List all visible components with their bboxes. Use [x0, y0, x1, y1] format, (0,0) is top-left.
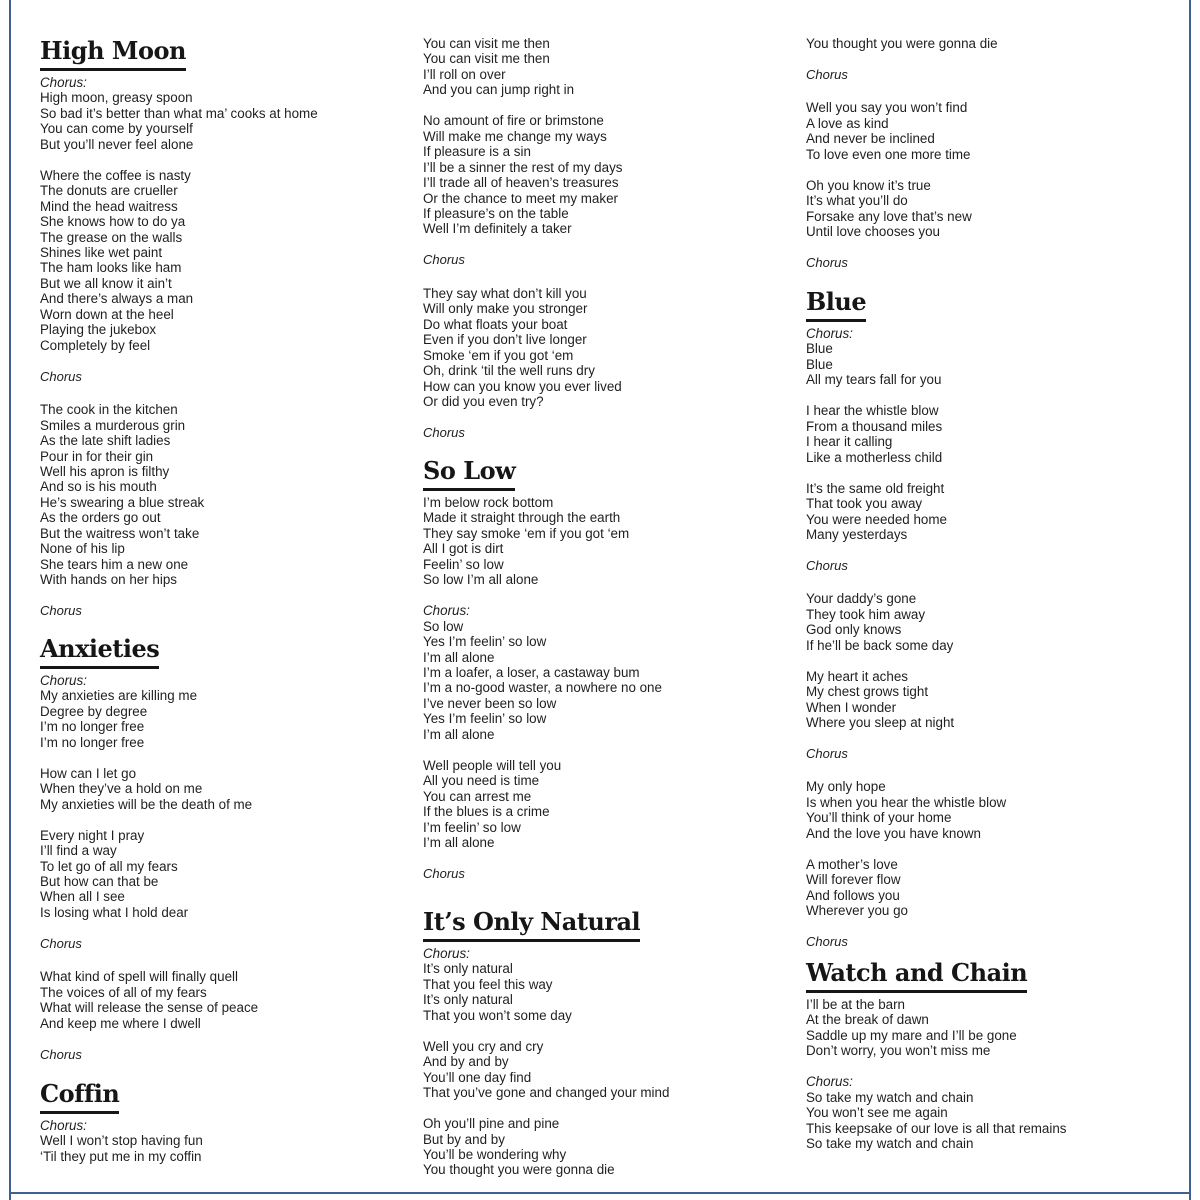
lyric-line: At the break of dawn	[806, 1012, 929, 1028]
song-title: Anxieties	[40, 634, 159, 669]
lyric-line: Oh, drink ‘til the well runs dry	[423, 363, 595, 379]
verse-stanza	[423, 36, 622, 98]
lyric-line: With hands on her hips	[40, 572, 177, 588]
lyric-line: When they’ve a hold on me	[40, 781, 203, 797]
lyric-line: It’s only natural	[423, 992, 513, 1008]
chorus-stanza	[40, 75, 318, 152]
lyric-line: God only knows	[806, 622, 902, 638]
song-block	[40, 1079, 203, 1180]
verse-stanza	[423, 495, 662, 588]
lyric-line: My anxieties will be the death of me	[40, 796, 253, 812]
lyric-line: You can visit me then	[423, 51, 550, 67]
lyric-line: But you’ll never feel alone	[40, 136, 194, 152]
song-title: So Low	[423, 456, 515, 491]
lyric-line: Playing the jukebox	[40, 322, 157, 338]
lyric-line: And by and by	[423, 1054, 509, 1070]
lyric-line: I’ll roll on over	[423, 66, 506, 82]
lyric-line: As the orders go out	[40, 510, 161, 526]
lyric-line: When I wonder	[806, 699, 897, 715]
lyric-line: Is when you hear the whistle blow	[806, 794, 1007, 810]
lyric-line: She knows how to do ya	[40, 214, 186, 230]
lyric-line: If pleasure is a sin	[423, 144, 531, 160]
lyric-line: My anxieties are killing me	[40, 688, 198, 704]
lyric-line: A love as kind	[806, 115, 889, 131]
lyric-line: You can arrest me	[423, 788, 532, 804]
lyric-line: She tears him a new one	[40, 556, 189, 572]
lyric-line: You’ll think of your home	[806, 810, 952, 826]
verse-stanza	[806, 669, 1006, 731]
lyric-line: All you need is time	[423, 773, 540, 789]
lyric-line: And never be inclined	[806, 131, 935, 147]
lyric-line: Will only make you stronger	[423, 301, 588, 317]
verse-stanza	[40, 828, 258, 921]
verse-stanza	[423, 286, 622, 410]
chorus-label: Chorus:	[40, 673, 87, 688]
chorus-label: Chorus:	[806, 1074, 853, 1090]
lyric-line: I’ll be a sinner the rest of my days	[423, 159, 623, 175]
lyric-line: Wherever you go	[806, 903, 908, 919]
lyric-line: My only hope	[806, 779, 886, 795]
verse-stanza	[423, 1116, 669, 1178]
lyric-line: Well you say you won’t find	[806, 100, 968, 116]
lyric-line: It’s what you’ll do	[806, 193, 908, 209]
song-block	[806, 958, 1067, 1167]
lyric-line: None of his lip	[40, 541, 125, 557]
chorus-stanza	[806, 326, 1006, 388]
lyric-line: But we all know it ain’t	[40, 275, 172, 291]
lyric-line: Is losing what I hold dear	[40, 904, 189, 920]
lyric-line: Until love chooses you	[806, 224, 940, 240]
lyric-line: To let go of all my fears	[40, 858, 178, 874]
lyric-line: That you won’t some day	[423, 1007, 572, 1023]
chorus-reference: Chorus	[40, 368, 82, 384]
lyric-line: Completely by feel	[40, 337, 151, 353]
lyric-line: But by and by	[423, 1131, 505, 1147]
verse-stanza	[40, 168, 318, 353]
lyric-line: If pleasure’s on the table	[423, 206, 569, 222]
lyric-line: What will release the sense of peace	[40, 1000, 259, 1016]
lyric-line: I’m all alone	[423, 835, 495, 851]
lyric-line: Made it straight through the earth	[423, 510, 621, 526]
lyric-line: My chest grows tight	[806, 684, 929, 700]
lyric-line: Will make me change my ways	[423, 128, 607, 144]
chorus-reference: Chorus	[40, 1046, 82, 1062]
lyric-line: If he’ll be back some day	[806, 637, 954, 653]
lyric-line: This keepsake of our love is all that remains	[806, 1120, 1067, 1136]
chorus-reference: Chorus	[40, 935, 82, 951]
lyric-line: Well his apron is filthy	[40, 463, 170, 479]
lyric-line: Yes I’m feelin’ so low	[423, 634, 547, 650]
song-title: It’s Only Natural	[423, 907, 640, 942]
chorus-reference: Chorus	[806, 557, 848, 573]
lyric-line: I’m feelin’ so low	[423, 819, 521, 835]
lyric-line: I’m a loafer, a loser, a castaway bum	[423, 665, 640, 681]
song-title: High Moon	[40, 36, 186, 71]
song-block	[806, 287, 1006, 968]
song-block	[40, 634, 258, 1080]
lyric-line: I’m below rock bottom	[423, 495, 554, 510]
lyric-line: I’m no longer free	[40, 719, 145, 735]
lyric-line: The donuts are crueller	[40, 183, 178, 199]
verse-stanza	[40, 969, 258, 1031]
song-block	[423, 36, 622, 458]
lyric-line: No amount of fire or brimstone	[423, 113, 604, 129]
lyric-line: As the late shift ladies	[40, 433, 171, 449]
lyric-line: Yes I’m feelin’ so low	[423, 711, 547, 727]
lyric-line: Feelin’ so low	[423, 556, 504, 572]
lyric-line: That took you away	[806, 496, 923, 512]
page-border-left	[9, 0, 11, 1200]
chorus-label: Chorus:	[423, 603, 470, 619]
lyric-line: You thought you were gonna die	[423, 1162, 615, 1178]
lyric-line: I’ll be at the barn	[806, 997, 906, 1012]
lyric-line: Oh you’ll pine and pine	[423, 1116, 560, 1132]
lyric-line: Shines like wet paint	[40, 245, 163, 261]
verse-stanza	[806, 997, 1067, 1059]
chorus-label: Chorus:	[40, 75, 87, 90]
lyric-line: I’ll find a way	[40, 843, 117, 859]
lyric-line: I hear it calling	[806, 434, 893, 450]
lyric-line: So bad it’s better than what ma’ cooks at home	[40, 105, 318, 121]
lyric-line: You’ll be wondering why	[423, 1146, 567, 1162]
lyric-line: Well I won’t stop having fun	[40, 1133, 203, 1149]
page-border-right	[1189, 0, 1191, 1200]
lyric-line: Even if you don’t live longer	[423, 332, 587, 348]
lyric-line: All my tears fall for you	[806, 372, 942, 388]
lyric-line: You can come by yourself	[40, 121, 193, 137]
lyric-line: You’ll one day find	[423, 1069, 532, 1085]
chorus-reference: Chorus	[423, 252, 465, 268]
lyric-line: If the blues is a crime	[423, 804, 550, 820]
lyric-line: Or the chance to meet my maker	[423, 190, 618, 206]
lyric-line: He’s swearing a blue streak	[40, 494, 205, 510]
chorus-reference: Chorus	[806, 746, 848, 762]
chorus-stanza	[40, 673, 258, 750]
lyric-line: Saddle up my mare and I’ll be gone	[806, 1027, 1017, 1043]
lyric-line: But how can that be	[40, 873, 159, 889]
song-block	[423, 456, 662, 899]
verse-stanza	[40, 766, 258, 812]
lyric-line: So take my watch and chain	[806, 1089, 974, 1105]
lyric-line: Worn down at the heel	[40, 306, 174, 322]
lyric-line: It’s the same old freight	[806, 480, 945, 496]
lyric-line: The grease on the walls	[40, 229, 183, 245]
lyric-line: Will forever flow	[806, 872, 901, 888]
lyric-line: Smoke ‘em if you got ‘em	[423, 347, 574, 363]
song-block	[423, 907, 669, 1193]
lyric-line: They say what don’t kill you	[423, 285, 587, 301]
lyric-line: I’ve never been so low	[423, 695, 557, 711]
lyric-line: The ham looks like ham	[40, 260, 182, 276]
lyric-line: Many yesterdays	[806, 526, 908, 542]
lyric-line: My heart it aches	[806, 668, 908, 684]
lyric-line: When all I see	[40, 889, 125, 905]
lyric-line: But the waitress won’t take	[40, 525, 200, 541]
chorus-stanza	[423, 946, 669, 1023]
chorus-stanza	[423, 603, 662, 742]
verse-stanza-continued	[806, 36, 998, 51]
lyric-line: From a thousand miles	[806, 418, 943, 434]
lyric-line: All I got is dirt	[423, 541, 504, 557]
lyric-line: And the love you have known	[806, 825, 981, 841]
lyric-line: Pour in for their gin	[40, 448, 154, 464]
lyric-line: Where you sleep at night	[806, 715, 955, 731]
verse-stanza	[423, 758, 662, 851]
lyric-line: Blue	[806, 356, 833, 372]
chorus-reference: Chorus	[423, 866, 465, 882]
lyric-line: Don’t worry, you won’t miss me	[806, 1043, 991, 1059]
verse-stanza	[423, 113, 622, 237]
chorus-stanza	[40, 1118, 203, 1164]
chorus-label: Chorus:	[40, 1118, 87, 1133]
lyric-line: ‘Til they put me in my coffin	[40, 1148, 202, 1164]
lyric-line: That you’ve gone and changed your mind	[423, 1085, 670, 1101]
song-title: Watch and Chain	[806, 958, 1027, 993]
lyric-line: Smiles a murderous grin	[40, 417, 186, 433]
lyric-line: A mother’s love	[806, 856, 898, 872]
lyric-line: And you can jump right in	[423, 82, 575, 98]
lyric-line: So take my watch and chain	[806, 1136, 974, 1152]
verse-stanza	[806, 178, 998, 240]
lyric-line: Well you cry and cry	[423, 1038, 544, 1054]
lyric-line: I’ll trade all of heaven’s treasures	[423, 175, 619, 191]
lyric-line: Forsake any love that’s new	[806, 208, 972, 224]
lyric-line: You won’t see me again	[806, 1105, 948, 1121]
lyric-line: And keep me where I dwell	[40, 1015, 201, 1031]
lyric-line: Blue	[806, 341, 833, 357]
verse-stanza	[806, 403, 1006, 465]
verse-stanza	[806, 481, 1006, 543]
lyric-line: I’m no longer free	[40, 734, 145, 750]
lyric-line: Mind the head waitress	[40, 198, 178, 214]
chorus-reference: Chorus	[40, 603, 82, 619]
lyric-line: Every night I pray	[40, 827, 145, 843]
lyric-line: Degree by degree	[40, 703, 148, 719]
lyric-line: And there’s always a man	[40, 291, 194, 307]
lyric-line: How can you know you ever lived	[423, 378, 622, 394]
lyric-line: And follows you	[806, 887, 900, 903]
chorus-reference: Chorus	[806, 66, 848, 82]
lyric-line: Well people will tell you	[423, 757, 562, 773]
lyric-line: It’s only natural	[423, 961, 513, 977]
lyric-line: Like a motherless child	[806, 449, 943, 465]
lyric-line: And so is his mouth	[40, 479, 157, 495]
lyric-line: I’m all alone	[423, 726, 495, 742]
lyric-line: Or did you even try?	[423, 394, 544, 410]
song-title: Coffin	[40, 1079, 119, 1114]
lyric-line: I hear the whistle blow	[806, 403, 939, 419]
lyric-line: So low I’m all alone	[423, 572, 539, 588]
lyric-line: You thought you were gonna die	[806, 36, 998, 51]
lyric-line: Do what floats your boat	[423, 316, 568, 332]
verse-stanza	[806, 779, 1006, 841]
verse-stanza	[806, 100, 998, 162]
chorus-reference: Chorus	[423, 425, 465, 441]
chorus-stanza	[806, 1074, 1067, 1151]
lyric-line: I’m a no-good waster, a nowhere no one	[423, 680, 662, 696]
lyric-line: Your daddy’s gone	[806, 591, 917, 607]
lyric-line: You were needed home	[806, 511, 947, 527]
lyric-line: They took him away	[806, 606, 926, 622]
lyric-line: What kind of spell will finally quell	[40, 969, 238, 985]
lyric-line: The voices of all of my fears	[40, 984, 207, 1000]
lyric-line: They say smoke ‘em if you got ‘em	[423, 525, 630, 541]
lyric-line: So low	[423, 618, 464, 634]
lyric-line: That you feel this way	[423, 976, 553, 992]
chorus-label: Chorus:	[806, 326, 853, 341]
chorus-label: Chorus:	[423, 946, 470, 961]
chorus-reference: Chorus	[806, 255, 848, 271]
lyric-line: Oh you know it’s true	[806, 177, 931, 193]
verse-stanza	[40, 402, 318, 587]
chorus-reference: Chorus	[806, 934, 848, 950]
verse-stanza	[806, 857, 1006, 919]
song-block	[806, 36, 998, 288]
lyric-line: High moon, greasy spoon	[40, 90, 193, 106]
lyric-line: To love even one more time	[806, 146, 971, 162]
song-title: Blue	[806, 287, 866, 322]
lyric-line: Where the coffee is nasty	[40, 167, 191, 183]
lyric-line: You can visit me then	[423, 36, 550, 51]
verse-stanza	[423, 1039, 669, 1101]
verse-stanza	[806, 591, 1006, 653]
song-block	[40, 36, 318, 637]
lyric-line: The cook in the kitchen	[40, 402, 178, 418]
lyric-line: Well I’m definitely a taker	[423, 221, 572, 237]
lyric-line: How can I let go	[40, 765, 137, 781]
lyric-line: I’m all alone	[423, 649, 495, 665]
